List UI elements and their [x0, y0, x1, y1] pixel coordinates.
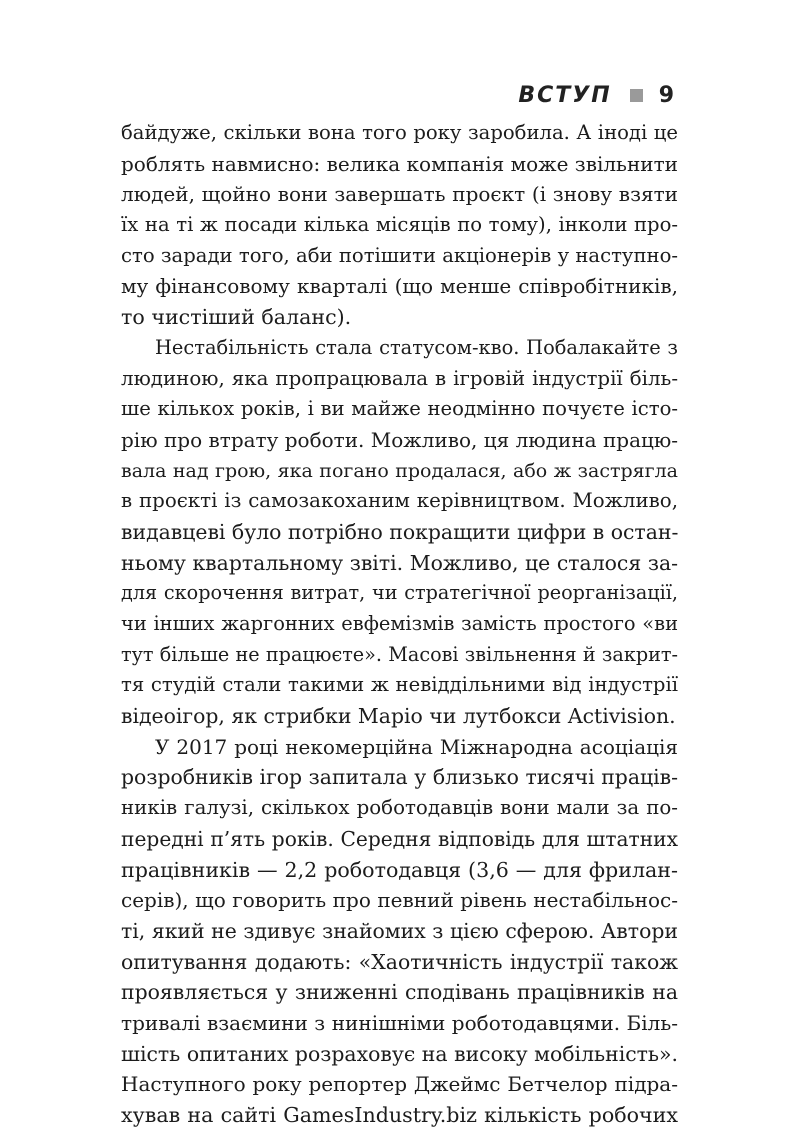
text-line: для скорочення витрат, чи стратегічної реорганізації, [121, 581, 678, 605]
paragraph [121, 118, 678, 333]
text-line: тривалі взаємини з нинішніми роботодавцями. Біль- [121, 1010, 678, 1035]
text-line: ті, який не здивує знайомих з цією сферою. Автори [121, 918, 678, 943]
text-line: серів), що говорить про певний рівень нестабільнос- [121, 888, 678, 913]
text-line: ше кількох років, і ви майже неодмінно почуєте істо- [121, 397, 678, 421]
text-line: видавцеві було потрібно покращити цифри в остан- [121, 519, 679, 544]
text-line: Наступного року репортер Джеймс Бетчелор підра- [121, 1072, 678, 1097]
text-line: працівників — 2,2 роботодавця (3,6 — для фрилан- [121, 857, 678, 882]
text-line: ників галузі, скількох роботодавців вони мали за по- [121, 796, 678, 820]
text-line: му фінансовому кварталі (що менше співробітників, [121, 274, 678, 299]
section-title: ВСТУП [518, 82, 612, 108]
text-line: чи інших жаргонних евфемізмів замість простого «ви [121, 612, 678, 635]
text-line: роблять навмисно: велика компанія може звільнити [121, 151, 678, 176]
body-text [121, 118, 678, 1131]
separator-square-icon [630, 89, 643, 102]
text-line: передні п’ять років. Середня відповідь для штатних [121, 826, 678, 851]
text-line: рію про втрату роботи. Можливо, ця людина працю- [121, 427, 679, 452]
text-line: сто заради того, аби потішити акціонерів у наступно- [121, 243, 678, 267]
text-line: проявляється у зниженні сподівань працівників на [121, 980, 678, 1005]
paragraph [121, 333, 678, 732]
text-line: опитування додають: «Хаотичність індустрії також [121, 949, 678, 974]
page-number: 9 [658, 82, 676, 108]
text-line: в проєкті із самозакоханим керівництвом. Можливо, [121, 489, 678, 513]
text-line: тут більше не працюєте». Масові звільнення й закрит- [121, 642, 678, 666]
text-line: вала над грою, яка погано продалася, або ж застрягла [121, 459, 678, 482]
text-line: то чистіший баланс). [121, 305, 352, 330]
text-line: шість опитаних розраховує на високу мобільність». [121, 1041, 678, 1066]
text-line: тя студій стали такими ж невіддільними від індустрії [121, 673, 678, 697]
text-line: У 2017 році некомерційна Міжнародна асоціація [155, 734, 678, 759]
text-line: розробників ігор запитала у близько тисячі праців- [121, 765, 678, 790]
text-line: їх на ті ж посади кілька місяців по тому), інколи про- [121, 213, 678, 237]
text-line: хував на сайті GamesIndustry.biz кількість робочих [121, 1103, 678, 1127]
text-line: Нестабільність стала статусом-кво. Побалакайте з [155, 335, 678, 359]
text-line: ньому квартальному звіті. Можливо, це сталося за- [121, 550, 678, 575]
running-head [518, 80, 676, 110]
text-line: байдуже, скільки вона того року заробила. А іноді це [121, 121, 678, 144]
text-line: відеоігор, як стрибки Маріо чи лутбокси Activision. [121, 704, 676, 729]
text-line: людей, щойно вони завершать проєкт (і знову взяти [121, 182, 678, 207]
text-line: людиною, яка пропрацювала в ігровій індустрії біль- [121, 366, 678, 390]
paragraph [121, 732, 678, 1131]
